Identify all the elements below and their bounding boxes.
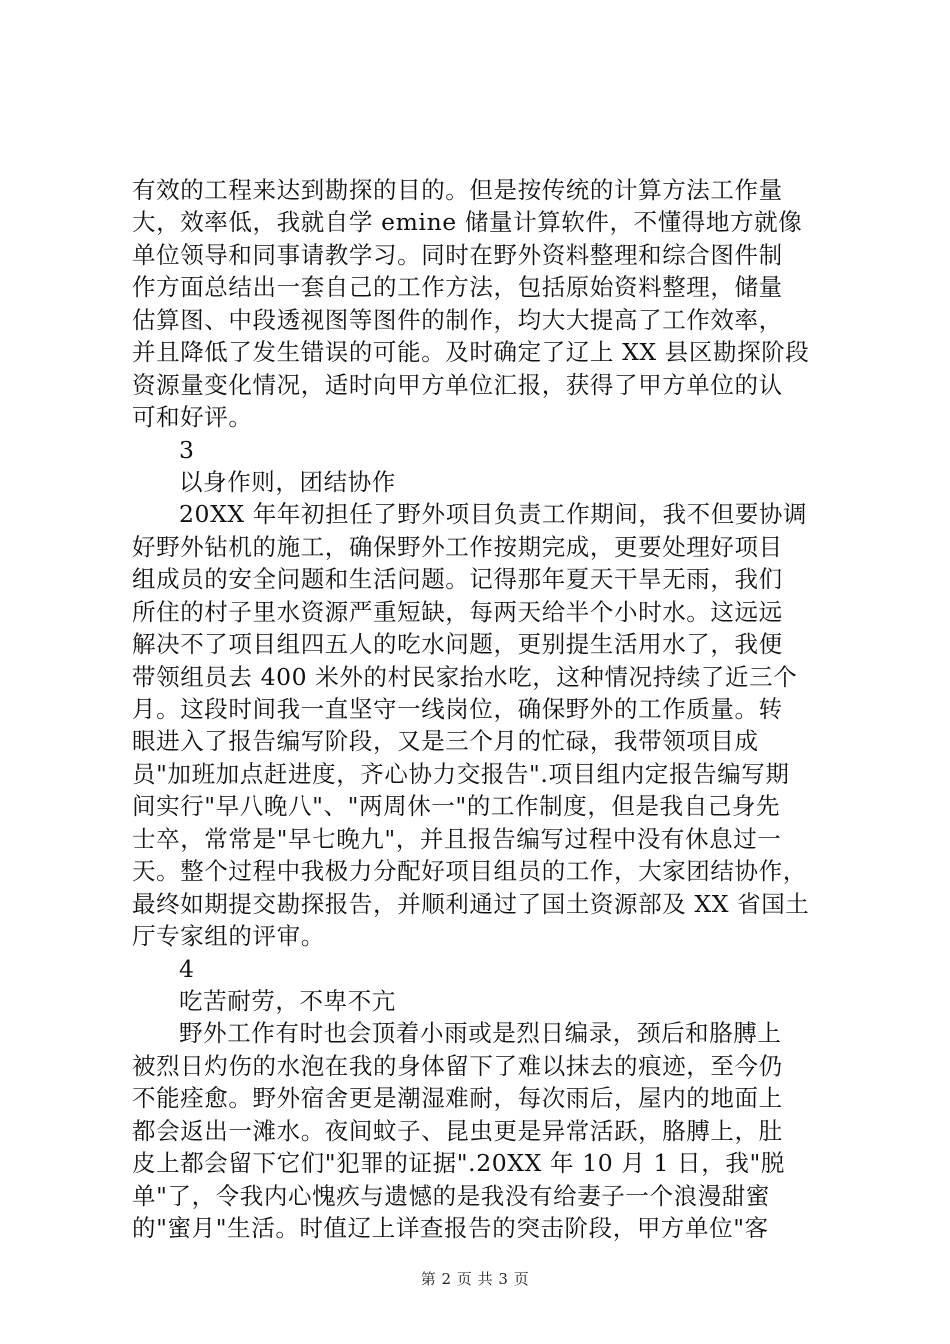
text-line: 吃苦耐劳，不卑不亢 xyxy=(179,986,396,1015)
text-line: 组成员的安全问题和生活问题。记得那年夏天干旱无雨，我们 xyxy=(132,565,783,594)
text-line: 4 xyxy=(179,954,195,983)
text-line: 资源量变化情况，适时向甲方单位汇报，获得了甲方单位的认 xyxy=(132,370,783,399)
text-line: 估算图、中段透视图等图件的制作，均大大提高了工作效率， xyxy=(132,305,783,334)
text-line: 好野外钻机的施工，确保野外工作按期完成，更要处理好项目 xyxy=(132,532,783,561)
text-line: 野外工作有时也会顶着小雨或是烈日编录，颈后和胳膊上 xyxy=(179,1019,782,1048)
document-body xyxy=(132,174,832,1244)
text-line: 月。这段时间我一直坚守一线岗位，确保野外的工作质量。转 xyxy=(132,695,783,723)
text-line: 被烈日灼伤的水泡在我的身体留下了难以抹去的痕迹，至今仍 xyxy=(132,1051,783,1080)
text-line: 员"加班加点赶进度，齐心协力交报告".项目组内定报告编写期 xyxy=(132,759,790,788)
text-line: 厅专家组的评审。 xyxy=(132,922,325,951)
text-line: 的"蜜月"生活。时值辽上详查报告的突击阶段，甲方单位"客 xyxy=(132,1214,769,1242)
text-line: 士卒，常常是"早七晚九"，并且报告编写过程中没有休息过一 xyxy=(132,824,782,853)
text-line: 天。整个过程中我极力分配好项目组员的工作，大家团结协作， xyxy=(132,857,807,886)
text-line: 不能痊愈。野外宿舍更是潮湿难耐，每次雨后，屋内的地面上 xyxy=(132,1084,783,1113)
text-line: 大，效率低，我就自学 emine 储量计算软件，不懂得地方就像 xyxy=(132,208,803,237)
text-line: 眼进入了报告编写阶段，又是三个月的忙碌，我带领项目成 xyxy=(132,727,759,756)
text-line: 单位领导和同事请教学习。同时在野外资料整理和综合图件制 xyxy=(132,240,783,269)
text-line: 并且降低了发生错误的可能。及时确定了辽上 XX 县区勘探阶段 xyxy=(132,338,810,367)
page-footer: 第 2 页 共 3 页 xyxy=(420,1270,530,1288)
text-line: 皮上都会留下它们"犯罪的证据".20XX 年 10 月 1 日，我"脱 xyxy=(132,1149,785,1178)
text-line: 单"了，令我内心愧疚与遗憾的是我没有给妻子一个浪漫甜蜜 xyxy=(132,1181,771,1210)
text-line: 都会返出一滩水。夜间蚊子、昆虫更是异常活跃，胳膊上，肚 xyxy=(132,1116,783,1145)
text-line: 有效的工程来达到勘探的目的。但是按传统的计算方法工作量 xyxy=(132,176,783,204)
text-line: 最终如期提交勘探报告，并顺利通过了国土资源部及 XX 省国土 xyxy=(132,889,810,918)
text-line: 3 xyxy=(179,435,195,464)
text-line: 带领组员去 400 米外的村民家抬水吃，这种情况持续了近三个 xyxy=(132,662,798,691)
text-line: 所住的村子里水资源严重短缺，每两天给半个小时水。这远远 xyxy=(132,597,783,626)
text-line: 以身作则，团结协作 xyxy=(179,467,396,496)
text-line: 可和好评。 xyxy=(132,403,253,432)
text-line: 解决不了项目组四五人的吃水问题，更别提生活用水了，我便 xyxy=(132,630,783,659)
text-line: 间实行"早八晚八"、"两周休一"的工作制度，但是我自己身先 xyxy=(132,792,781,821)
text-line: 20XX 年年初担任了野外项目负责工作期间，我不但要协调 xyxy=(179,500,808,529)
text-line: 作方面总结出一套自己的工作方法，包括原始资料整理，储量 xyxy=(132,273,783,302)
